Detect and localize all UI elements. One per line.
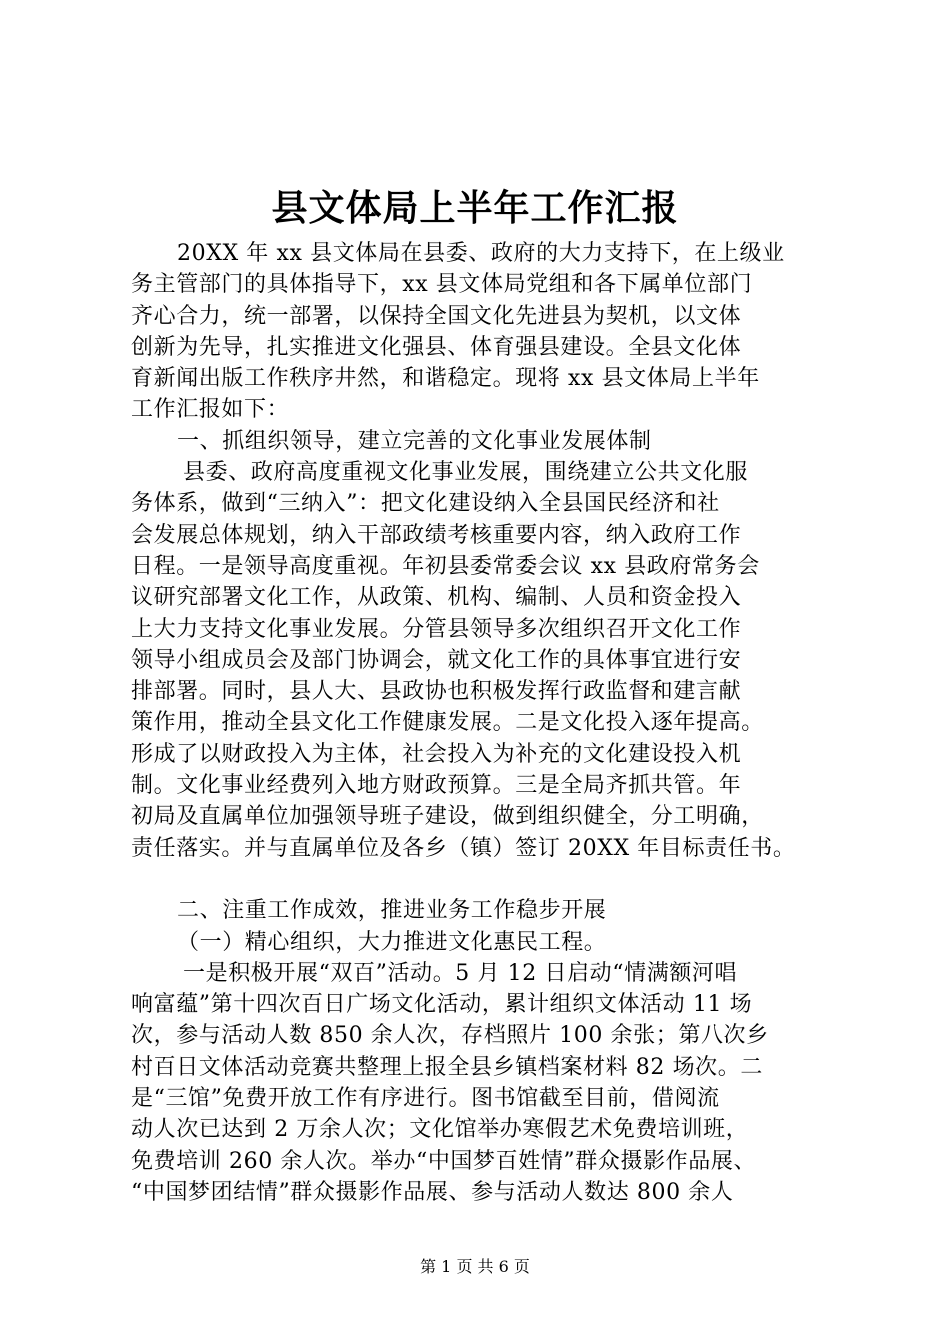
paragraph-2-line-7: 领导小组成员会及部门协调会，就文化工作的具体事宜进行安 bbox=[131, 647, 742, 673]
paragraph-2-line-11: 制。文化事业经费列入地方财政预算。三是全局齐抓共管。年 bbox=[131, 773, 742, 799]
page-footer: 第 1 页 共 6 页 bbox=[420, 1257, 530, 1276]
paragraph-2-line-2: 务体系，做到“三纳入”：把文化建设纳入全县国民经济和社 bbox=[131, 491, 720, 517]
paragraph-1-line-3: 齐心合力，统一部署，以保持全国文化先进县为契机，以文体 bbox=[131, 303, 742, 329]
paragraph-3-line-3: 次，参与活动人数 850 余人次，存档照片 100 余张；第八次乡 bbox=[131, 1023, 769, 1049]
paragraph-2-line-10: 形成了以财政投入为主体，社会投入为补充的文化建设投入机 bbox=[131, 741, 742, 767]
paragraph-3-line-6: 动人次已达到 2 万余人次；文化馆举办寒假艺术免费培训班， bbox=[131, 1117, 749, 1143]
paragraph-3-line-4: 村百日文体活动竞赛共整理上报全县乡镇档案材料 82 场次。二 bbox=[131, 1054, 763, 1080]
paragraph-3-line-7: 免费培训 260 余人次。举办“中国梦百姓情”群众摄影作品展、 bbox=[131, 1148, 757, 1174]
paragraph-2-line-12: 初局及直属单位加强领导班子建设，做到组织健全，分工明确， bbox=[131, 804, 764, 830]
paragraph-1-line-2: 务主管部门的具体指导下，xx 县文体局党组和各下属单位部门 bbox=[131, 272, 753, 298]
paragraph-1-line-1: 20XX 年 xx 县文体局在县委、政府的大力支持下，在上级业 bbox=[177, 241, 785, 266]
paragraph-2-line-9: 策作用，推动全县文化工作健康发展。二是文化投入逐年提高。 bbox=[131, 710, 764, 736]
paragraph-3-line-8: “中国梦团结情”群众摄影作品展、参与活动人数达 800 余人 bbox=[131, 1179, 734, 1205]
paragraph-2-line-4: 日程。一是领导高度重视。年初县委常委会议 xx 县政府常务会 bbox=[131, 553, 760, 579]
paragraph-2-line-8: 排部署。同时，县人大、县政协也积极发挥行政监督和建言献 bbox=[131, 679, 742, 705]
paragraph-1-line-6: 工作汇报如下： bbox=[131, 397, 290, 423]
paragraph-3-line-2: 响富蕴”第十四次百日广场文化活动，累计组织文体活动 11 场 bbox=[131, 992, 753, 1018]
paragraph-1-line-4: 创新为先导，扎实推进文化强县、体育强县建设。全县文化体 bbox=[131, 334, 742, 360]
paragraph-3-line-1: 一是积极开展“双百”活动。5 月 12 日启动“情满额河唱 bbox=[183, 960, 738, 986]
paragraph-2-line-6: 上大力支持文化事业发展。分管县领导多次组织召开文化工作 bbox=[131, 616, 742, 642]
subsection-heading-1: （一）精心组织，大力推进文化惠民工程。 bbox=[177, 929, 607, 955]
paragraph-2-line-1: 县委、政府高度重视文化事业发展，围绕建立公共文化服 bbox=[183, 460, 749, 486]
document-body bbox=[131, 238, 831, 1208]
paragraph-2-line-5: 议研究部署文化工作，从政策、机构、编制、人员和资金投入 bbox=[131, 585, 742, 611]
paragraph-3-line-5: 是“三馆”免费开放工作有序进行。图书馆截至目前，借阅流 bbox=[131, 1086, 720, 1112]
document-title: 县文体局上半年工作汇报 bbox=[271, 187, 679, 229]
blank-line bbox=[131, 864, 831, 895]
section-heading-1: 一、抓组织领导，建立完善的文化事业发展体制 bbox=[177, 428, 652, 454]
section-heading-2: 二、注重工作成效，推进业务工作稳步开展 bbox=[177, 898, 607, 924]
paragraph-2-line-3: 会发展总体规划，纳入干部政绩考核重要内容，纳入政府工作 bbox=[131, 522, 742, 548]
paragraph-2-line-13: 责任落实。并与直属单位及各乡（镇）签订 20XX 年目标责任书。 bbox=[131, 835, 796, 861]
paragraph-1-line-5: 育新闻出版工作秩序井然，和谐稳定。现将 xx 县文体局上半年 bbox=[131, 366, 760, 392]
